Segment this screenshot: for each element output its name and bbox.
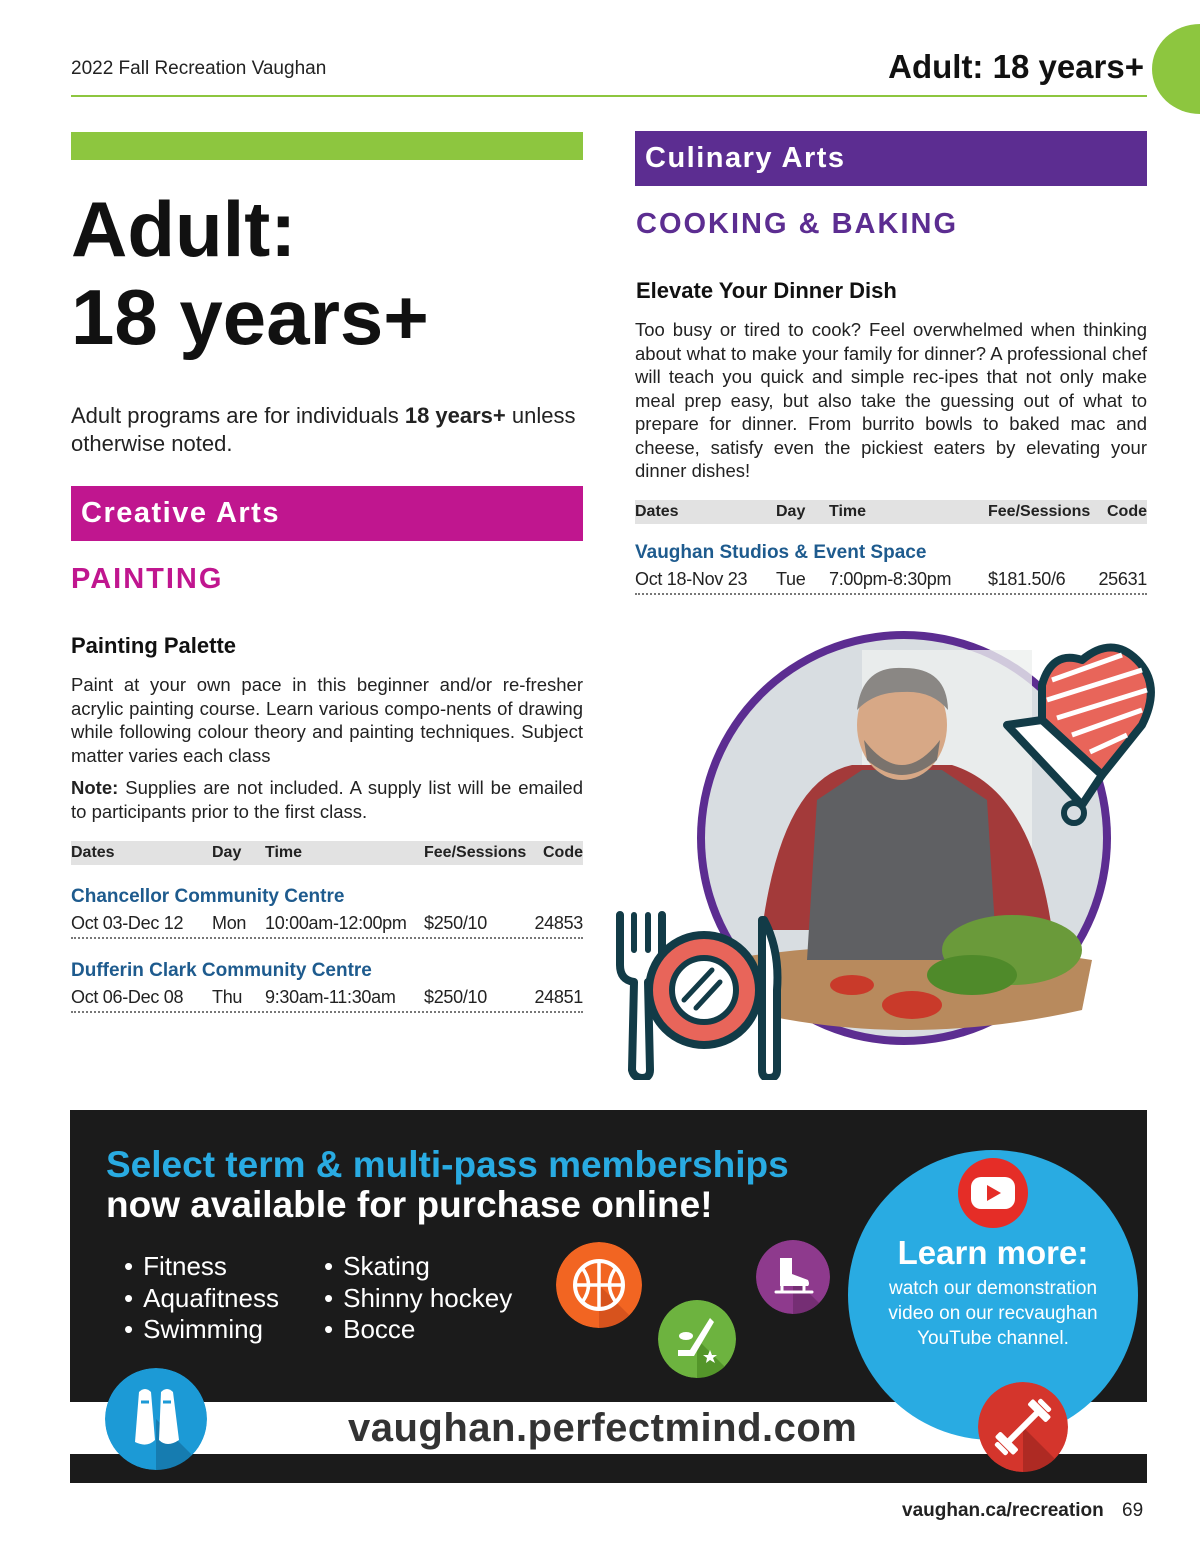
list-item: • Fitness <box>124 1251 279 1283</box>
header-time: Time <box>829 503 867 520</box>
row-code: 24851 <box>534 987 583 1007</box>
list-item: • Swimming <box>124 1314 279 1346</box>
row-day: Tue <box>776 569 806 589</box>
row-fee: $181.50/6 <box>988 569 1066 589</box>
tomato <box>882 991 942 1019</box>
row-dates: Oct 18-Nov 23 <box>635 569 748 589</box>
venue-name: Dufferin Clark Community Centre <box>71 960 372 981</box>
list-item: • Bocce <box>324 1314 512 1346</box>
youtube-icon[interactable] <box>949 1158 1037 1228</box>
skate-icon <box>756 1240 830 1314</box>
membership-list-2 <box>324 1251 512 1346</box>
page-title-line2: 18 years+ <box>71 273 429 361</box>
banner-headline-1: Select term & multi-pass memberships <box>106 1144 789 1185</box>
accent-bar <box>71 132 583 160</box>
intro-bold: 18 years+ <box>404 403 506 428</box>
membership-list-1 <box>124 1251 279 1346</box>
section-title: Adult: 18 years+ <box>888 48 1144 85</box>
learn-line: video on our recvaughan <box>888 1303 1098 1324</box>
learn-line: YouTube channel. <box>917 1328 1069 1349</box>
program-note-painting <box>71 776 583 823</box>
program-description-painting: Paint at your own pace in this beginner and/or re-fresher acrylic painting course. Learn various compo-nents of drawing while following colour theory and painting techniques. Subject matter varies each class <box>71 674 583 766</box>
subcategory-painting: PAINTING <box>71 563 224 595</box>
header-dates: Dates <box>71 844 115 861</box>
subcategory-cooking-baking: COOKING & BAKING <box>636 208 958 240</box>
learn-more-title: Learn more: <box>897 1234 1089 1271</box>
header-rule <box>71 95 1147 97</box>
row-time: 7:00pm-8:30pm <box>829 569 952 589</box>
learn-more-text <box>848 1276 1138 1351</box>
chef-illustration <box>612 630 1172 1080</box>
intro-text <box>71 402 583 458</box>
row-dates: Oct 06-Dec 08 <box>71 987 184 1007</box>
hockey-icon <box>658 1300 736 1378</box>
row-code: 24853 <box>534 913 583 933</box>
basketball-icon <box>556 1242 642 1328</box>
page-number: 69 <box>1122 1500 1144 1521</box>
row-code: 25631 <box>1098 569 1147 589</box>
list-item: • Skating <box>324 1251 512 1283</box>
learn-line: watch our demonstration <box>888 1278 1098 1299</box>
note-label: Note: <box>71 777 119 798</box>
table-header <box>71 841 583 865</box>
banner-headline-2: now available for purchase online! <box>106 1184 713 1225</box>
header-fee: Fee/Sessions <box>424 844 527 861</box>
page-title-line1: Adult: <box>71 185 297 273</box>
program-description-cooking: Too busy or tired to cook? Feel overwhelmed when thinking about what to make your family for dinner? A professional chef will teach you quick and simple rec-ipes that not only make meal prep easy, but also take the guessing out of what to prepare for dinner. From burrito bowls to baked mac and cheese, satisfy even the pickiest eaters by elevating your dinner dishes! <box>635 319 1147 481</box>
header-time: Time <box>265 844 303 861</box>
intro-before: Adult programs are for individuals <box>71 403 405 428</box>
row-time: 9:30am-11:30am <box>265 987 396 1007</box>
schedule-table-painting <box>71 841 583 1013</box>
program-title-painting: Painting Palette <box>71 633 237 658</box>
intro-after: unless otherwise noted. <box>71 403 576 456</box>
row-day: Mon <box>212 913 247 933</box>
list-item: • Shinny hockey <box>324 1283 512 1315</box>
header-day: Day <box>776 503 806 520</box>
venue-name: Chancellor Community Centre <box>71 886 345 907</box>
list-item: • Aquafitness <box>124 1283 279 1315</box>
schedule-table-cooking <box>635 500 1147 595</box>
table-row <box>71 983 583 1013</box>
row-fee: $250/10 <box>424 987 487 1007</box>
dumbbell-icon <box>978 1382 1068 1472</box>
note-text: Supplies are not included. A supply list will be emailed to participants prior to the first class. <box>71 777 583 822</box>
category-creative-arts: Creative Arts <box>71 486 583 541</box>
header-fee: Fee/Sessions <box>988 503 1091 520</box>
program-title-cooking: Elevate Your Dinner Dish <box>636 278 897 303</box>
header-day: Day <box>212 844 242 861</box>
publication-title: 2022 Fall Recreation Vaughan <box>71 58 327 79</box>
swim-fins-icon <box>105 1368 207 1470</box>
row-fee: $250/10 <box>424 913 487 933</box>
header-code: Code <box>1107 503 1147 520</box>
page-title <box>71 185 429 361</box>
header-dates: Dates <box>635 503 679 520</box>
table-row <box>71 909 583 939</box>
footer-url-link[interactable]: vaughan.ca/recreation <box>902 1500 1104 1521</box>
membership-banner <box>70 1110 1147 1483</box>
category-culinary-arts: Culinary Arts <box>635 131 1147 186</box>
membership-url-link[interactable]: vaughan.perfectmind.com <box>348 1406 858 1450</box>
row-day: Thu <box>212 987 243 1007</box>
row-dates: Oct 03-Dec 12 <box>71 913 184 933</box>
table-row <box>635 565 1147 595</box>
venue-name: Vaughan Studios & Event Space <box>635 542 927 563</box>
header-code: Code <box>543 844 583 861</box>
section-tab <box>1152 24 1200 114</box>
table-header <box>635 500 1147 524</box>
row-time: 10:00am-12:00pm <box>265 913 407 933</box>
